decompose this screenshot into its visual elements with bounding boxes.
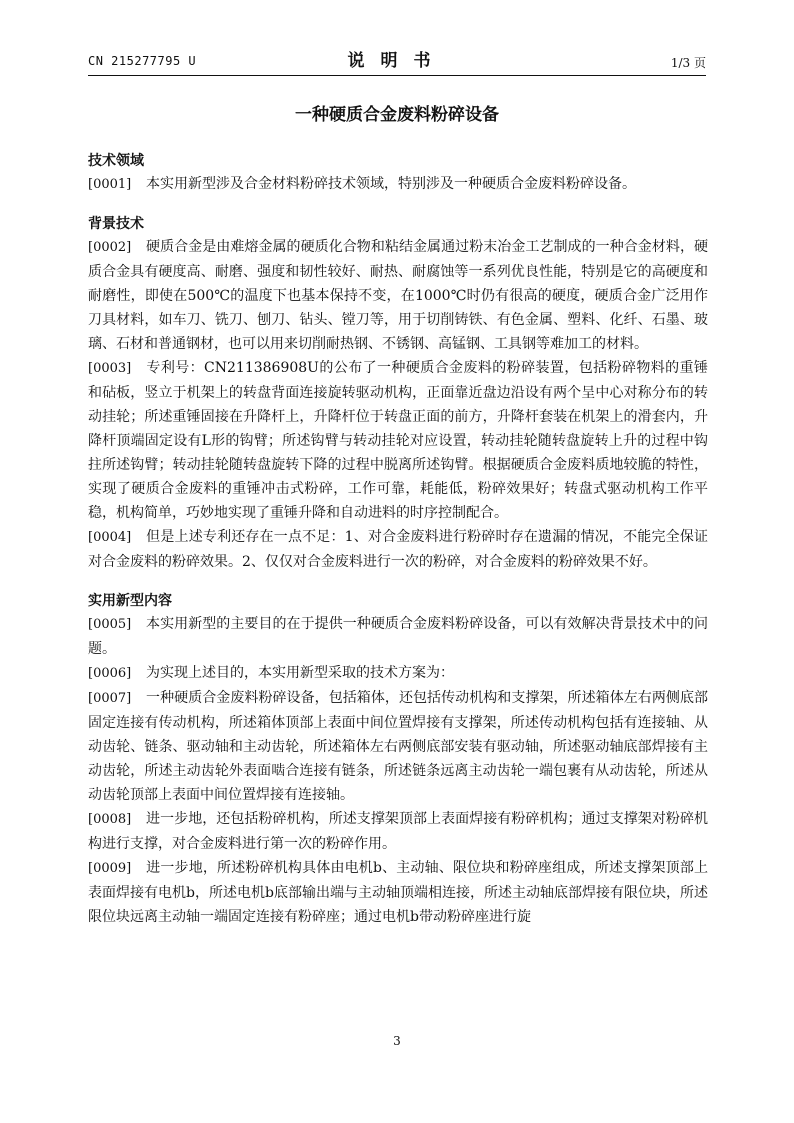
paragraph-number: [0009] xyxy=(88,861,132,876)
document-body xyxy=(88,150,708,929)
section-heading: 背景技术 xyxy=(88,216,144,232)
page-number: 3 xyxy=(393,1034,401,1048)
paragraph-text: 进一步地，还包括粉碎机构，所述支撑架顶部上表面焊接有粉碎机构；通过支撑架对粉碎机构进行支撑，对合金废料进行第一次的粉碎作用。 xyxy=(88,811,708,852)
publication-number: CN 215277795 U xyxy=(88,54,197,68)
paragraph-text: 为实现上述目的，本实用新型采取的技术方案为： xyxy=(146,665,454,681)
paragraph xyxy=(88,356,708,525)
paragraph xyxy=(88,856,708,929)
paragraph-text: 硬质合金是由难熔金属的硬质化合物和粘结金属通过粉末冶金工艺制成的一种合金材料，硬质合金具有硬度高、耐磨、强度和韧性较好、耐热、耐腐蚀等一系列优良性能，特别是它的高硬度和耐磨性，即使在500℃的温度下也基本保持不变，在1000℃时仍有很高的硬度，硬质合金广泛用作刀具材料，如车刀、铣刀、刨刀、钻头、镗刀等，用于切削铸铁、有色金属、塑料、化纤、石墨、玻璃、石材和普通钢材，也可以用来切削耐热钢、不锈钢、高锰钢、工具钢等难加工的材料。 xyxy=(88,239,708,352)
paragraph-text: 进一步地，所述粉碎机构具体由电机b、主动轴、限位块和粉碎座组成，所述支撑架顶部上表面焊接有电机b，所述电机b底部输出端与主动轴顶端相连接，所述主动轴底部焊接有限位块，所述限位块远离主动轴一端固定连接有粉碎座；通过电机b带动粉碎座进行旋 xyxy=(88,860,708,925)
paragraph xyxy=(88,235,708,356)
paragraph-number: [0004] xyxy=(88,530,132,545)
paragraph-number: [0003] xyxy=(88,361,132,376)
page-indicator: 1/3 页 xyxy=(670,56,706,70)
section-heading: 技术领域 xyxy=(88,153,144,169)
document-type: 说明书 xyxy=(347,51,447,71)
paragraph xyxy=(88,612,708,661)
section-heading: 实用新型内容 xyxy=(88,593,172,609)
paragraph-number: [0007] xyxy=(88,691,132,706)
paragraph-number: [0006] xyxy=(88,666,132,681)
paragraph-text: 但是上述专利还存在一点不足：1、对合金废料进行粉碎时存在遗漏的情况，不能完全保证对合金废料的粉碎效果。2、仅仅对合金废料进行一次的粉碎，对合金废料的粉碎效果不好。 xyxy=(88,529,708,570)
paragraph xyxy=(88,525,708,574)
paragraph-text: 本实用新型的主要目的在于提供一种硬质合金废料粉碎设备，可以有效解决背景技术中的问题。 xyxy=(88,616,708,657)
paragraph-number: [0008] xyxy=(88,812,132,827)
paragraph xyxy=(88,686,708,807)
paragraph xyxy=(88,661,708,686)
page-header xyxy=(88,46,706,72)
paragraph-text: 本实用新型涉及合金材料粉碎技术领域，特别涉及一种硬质合金废料粉碎设备。 xyxy=(146,176,636,192)
paragraph-text: 一种硬质合金废料粉碎设备，包括箱体，还包括传动机构和支撑架，所述箱体左右两侧底部固定连接有传动机构，所述箱体顶部上表面中间位置焊接有支撑架，所述传动机构包括有连接轴、从动齿轮、链条、驱动轴和主动齿轮，所述箱体左右两侧底部安装有驱动轴，所述驱动轴底部焊接有主动齿轮，所述主动齿轮外表面啮合连接有链条，所述链条远离主动齿轮一端包裹有从动齿轮，所述从动齿轮顶部上表面中间位置焊接有连接轴。 xyxy=(88,690,708,803)
header-divider xyxy=(88,75,706,76)
document-title: 一种硬质合金废料粉碎设备 xyxy=(295,105,499,125)
paragraph xyxy=(88,172,708,197)
paragraph-number: [0002] xyxy=(88,240,132,255)
paragraph-text: 专利号：CN211386908U的公布了一种硬质合金废料的粉碎装置，包括粉碎物料的重锤和砧板，竖立于机架上的转盘背面连接旋转驱动机构，正面靠近盘边沿设有两个呈中心对称分布的转动挂轮；所述重锤固接在升降杆上，升降杆位于转盘正面的前方，升降杆套装在机架上的滑套内，升降杆顶端固定设有L形的钩臂；所述钩臂与转动挂轮对应设置，转动挂轮随转盘旋转上升的过程中钩拄所述钩臂；转动挂轮随转盘旋转下降的过程中脱离所述钩臂。根据硬质合金废料质地较脆的特性，实现了硬质合金废料的重锤冲击式粉碎，工作可靠，耗能低，粉碎效果好；转盘式驱动机构工作平稳，机构简单，巧妙地实现了重锤升降和自动进料的时序控制配合。 xyxy=(88,360,708,521)
paragraph xyxy=(88,807,708,856)
paragraph-number: [0001] xyxy=(88,177,132,192)
paragraph-number: [0005] xyxy=(88,617,132,632)
